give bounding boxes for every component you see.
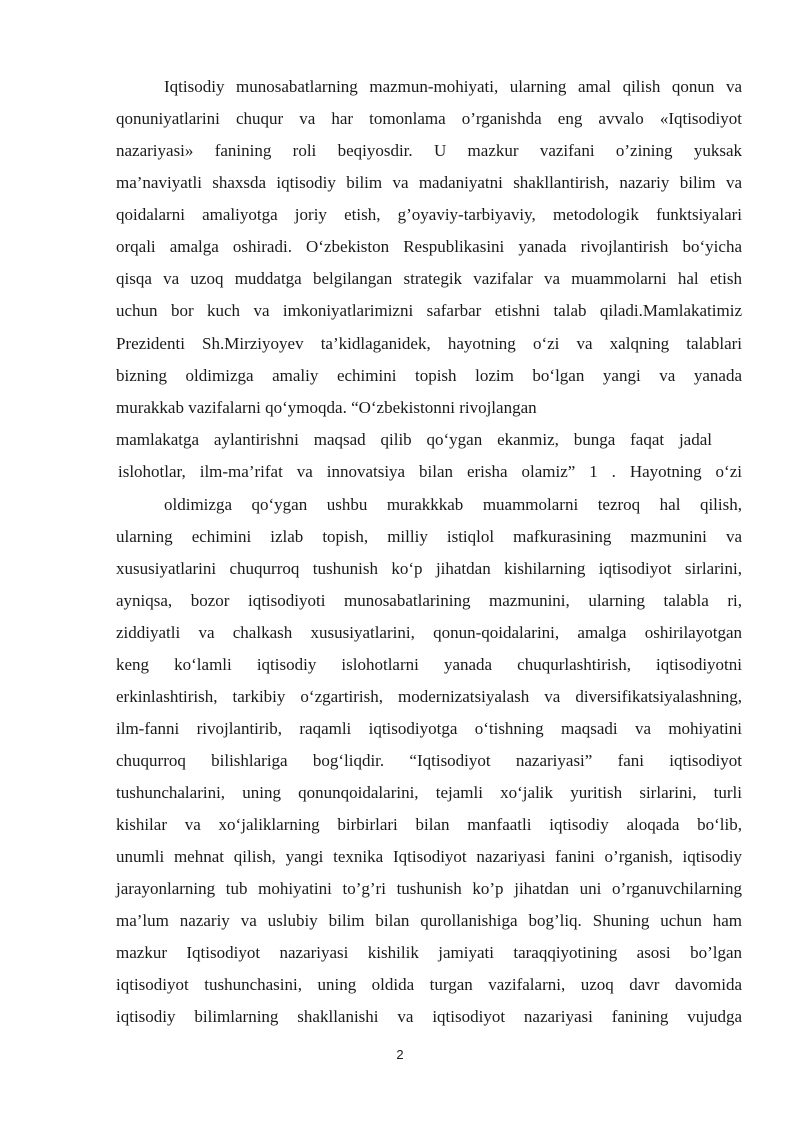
text-line: unumli mehnat qilish, yangi texnika Iqtisodiyot nazariyasi fanini o’rganish, iqtisodiy xyxy=(116,847,742,866)
text-line: murakkab vazifalarni qo‘ymoqda. “O‘zbekistonni rivojlangan xyxy=(116,398,537,417)
text-line: uchun bor kuch va imkoniyatlarimizni safarbar etishni talab qiladi.Mamlakatimiz xyxy=(116,301,742,320)
text-line: ma’lum nazariy va uslubiy bilim bilan qurollanishiga bog’liq. Shuning uchun ham xyxy=(116,911,742,930)
text-line: jarayonlarning tub mohiyatini to’g’ri tushunish ko’p jihatdan uni o’rganuvchilarning xyxy=(116,879,742,898)
text-line: ularning echimini izlab topish, milliy istiqlol mafkurasining mazmunini va xyxy=(116,527,742,546)
text-line: ziddiyatli va chalkash xususiyatlarini, qonun-qoidalarini, amalga oshirilayotgan xyxy=(116,623,742,642)
text-line: iqtisodiyot tushunchasini, uning oldida turgan vazifalarni, uzoq davr davomida xyxy=(116,975,742,994)
text-line: iqtisodiy bilimlarning shakllanishi va iqtisodiyot nazariyasi fanining vujudga xyxy=(116,1007,742,1026)
text-line: bizning oldimizga amaliy echimini topish lozim bo‘lgan yangi va yanada xyxy=(116,366,742,385)
text-line: tushunchalarini, uning qonunqoidalarini, tejamli xo‘jalik yuritish sirlarini, turli xyxy=(116,783,742,802)
text-line: orqali amalga oshiradi. O‘zbekiston Respublikasini yanada rivojlantirish bo‘yicha xyxy=(116,237,742,256)
page-number: 2 xyxy=(396,1047,404,1062)
text-line: Iqtisodiy munosabatlarning mazmun-mohiyati, ularning amal qilish qonun va xyxy=(164,77,742,96)
text-line: mazkur Iqtisodiyot nazariyasi kishilik jamiyati taraqqiyotining asosi bo’lgan xyxy=(116,943,742,962)
text-line: ilm-fanni rivojlantirib, raqamli iqtisodiyotga o‘tishning maqsadi va mohiyatini xyxy=(116,719,742,738)
text-line: ma’naviyatli shaxsda iqtisodiy bilim va madaniyatni shakllantirish, nazariy bilim va xyxy=(116,173,742,192)
text-line: oldimizga qo‘ygan ushbu murakkkab muammolarni tezroq hal qilish, xyxy=(164,495,742,514)
text-line: mamlakatga aylantirishni maqsad qilib qo‘ygan ekanmiz, bunga faqat jadal xyxy=(116,430,712,449)
text-line: qoidalarni amaliyotga joriy etish, g’oyaviy-tarbiyaviy, metodologik funktsiyalari xyxy=(116,205,742,224)
text-line: ayniqsa, bozor iqtisodiyoti munosabatlarining mazmunini, ularning talabla ri, xyxy=(116,591,742,610)
text-line: Prezidenti Sh.Mirziyoyev ta’kidlaganidek, hayotning o‘zi va xalqning talablari xyxy=(116,334,742,353)
text-line: qisqa va uzoq muddatga belgilangan strategik vazifalar va muammolarni hal etish xyxy=(116,269,742,288)
text-line: chuqurroq bilishlariga bog‘liqdir. “Iqtisodiyot nazariyasi” fani iqtisodiyot xyxy=(116,751,742,770)
text-line: islohotlar, ilm-ma’rifat va innovatsiya bilan erisha olamiz” 1 . Hayotning o‘zi xyxy=(118,462,742,481)
text-line: nazariyasi» fanining roli beqiyosdir. U mazkur vazifani o’zining yuksak xyxy=(116,141,742,160)
text-line: kishilar va xo‘jaliklarning birbirlari bilan manfaatli iqtisodiy aloqada bo‘lib, xyxy=(116,815,742,834)
text-line: erkinlashtirish, tarkibiy o‘zgartirish, modernizatsiyalash va diversifikatsiyalashning, xyxy=(116,687,742,706)
text-line: keng ko‘lamli iqtisodiy islohotlarni yanada chuqurlashtirish, iqtisodiyotni xyxy=(116,655,742,674)
text-line: qonuniyatlarini chuqur va har tomonlama o’rganishda eng avvalo «Iqtisodiyot xyxy=(116,109,742,128)
text-line: xususiyatlarini chuqurroq tushunish ko‘p jihatdan kishilarning iqtisodiyot sirlarini, xyxy=(116,559,742,578)
